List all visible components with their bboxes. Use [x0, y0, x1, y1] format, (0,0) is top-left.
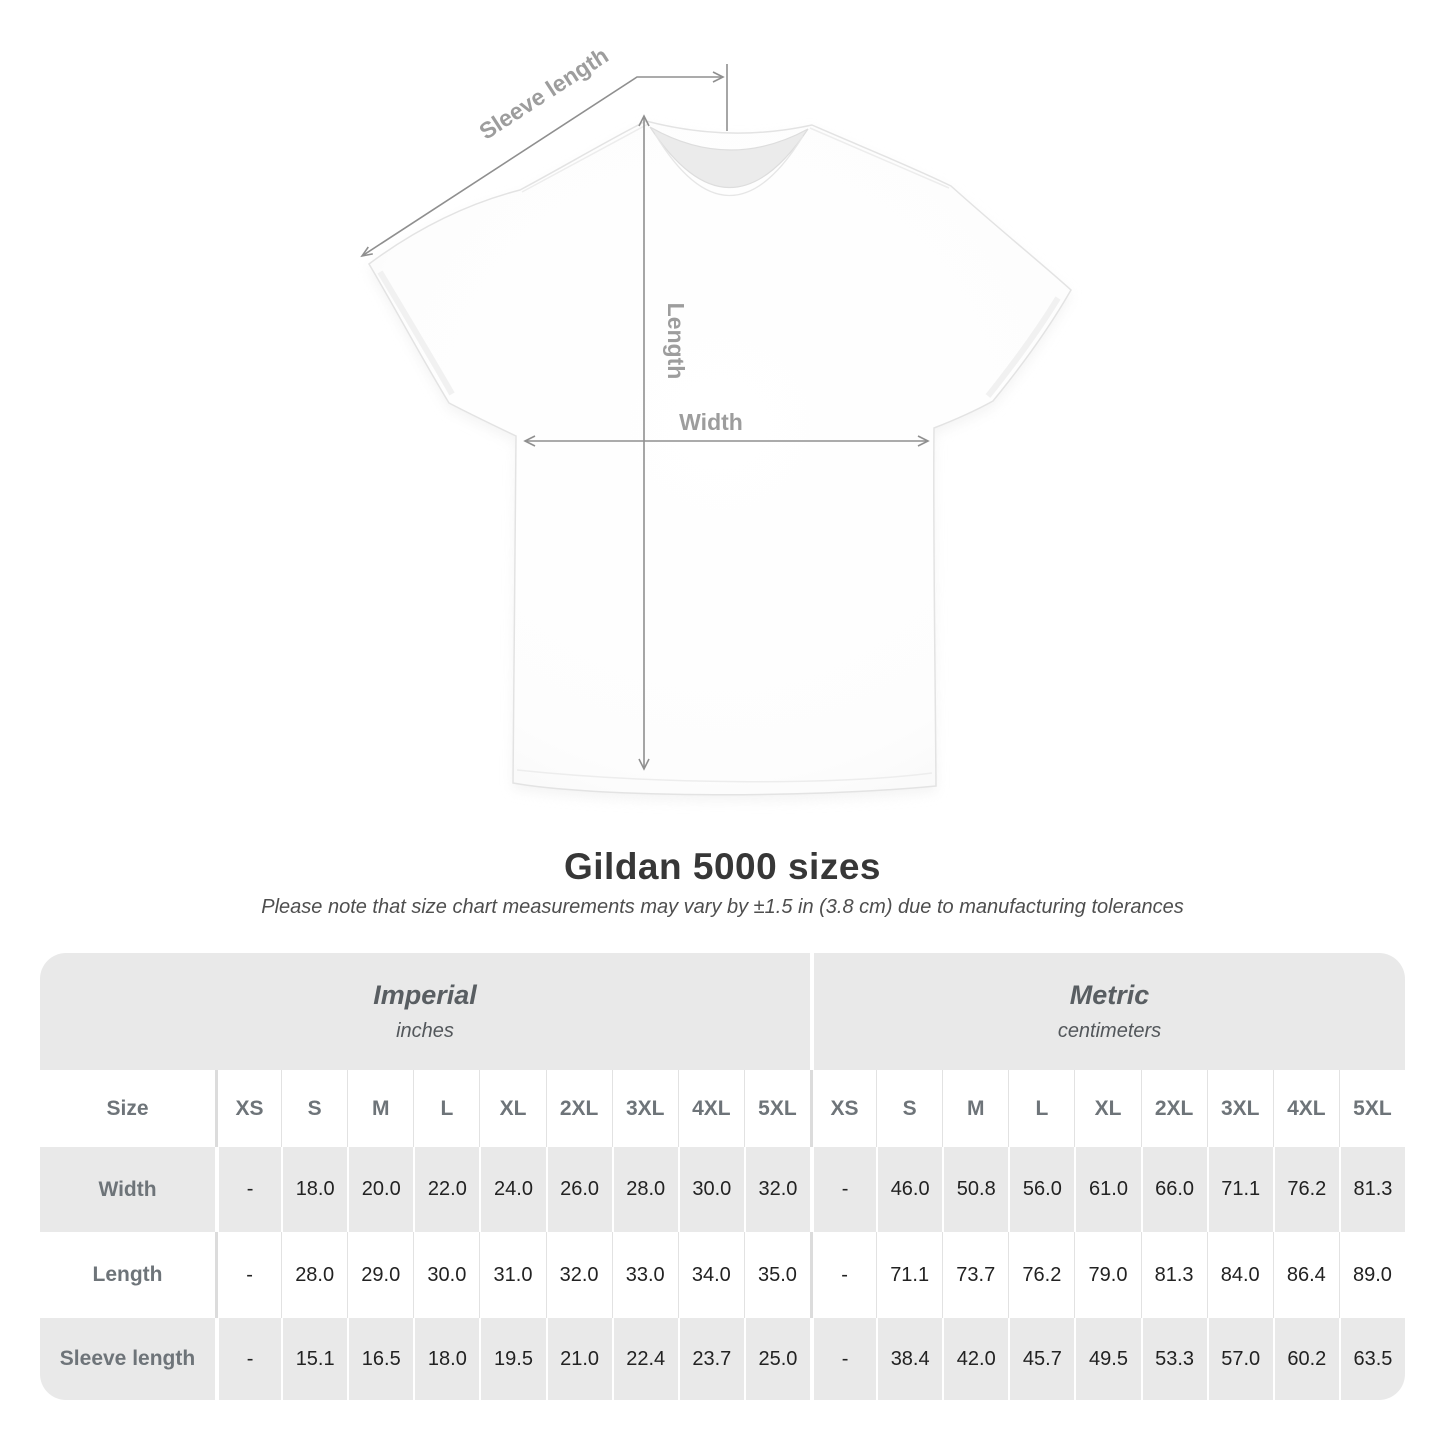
size-value-cell: 20.0	[347, 1147, 413, 1232]
size-value-cell: 71.1	[1207, 1147, 1273, 1232]
size-value-cell: 28.0	[281, 1232, 347, 1318]
size-value-cell: 15.1	[281, 1318, 347, 1400]
width-label: Width	[679, 409, 743, 435]
size-column-header: 4XL	[1273, 1070, 1339, 1147]
size-value-cell: 31.0	[479, 1232, 545, 1318]
size-value-cell: 46.0	[876, 1147, 942, 1232]
size-column-header: XS	[810, 1070, 876, 1147]
size-value-cell: 81.3	[1339, 1147, 1405, 1232]
size-corner-header: Size	[106, 1096, 149, 1120]
length-label: Length	[663, 302, 689, 380]
size-value-cell: 81.3	[1141, 1232, 1207, 1318]
size-value-cell: 32.0	[744, 1147, 810, 1232]
metric-label: Metric	[1069, 980, 1150, 1010]
size-column-header: L	[413, 1070, 479, 1147]
size-value-cell: 60.2	[1273, 1318, 1339, 1400]
size-value-cell: 71.1	[876, 1232, 942, 1318]
size-value-cell: 26.0	[546, 1147, 612, 1232]
size-value-cell: 23.7	[678, 1318, 744, 1400]
size-column-header: 2XL	[1141, 1070, 1207, 1147]
tshirt-graphic	[369, 121, 1071, 795]
page-title: Gildan 5000 sizes	[563, 846, 881, 887]
size-value-cell: 30.0	[413, 1232, 479, 1318]
imperial-sublabel: inches	[396, 1020, 454, 1042]
size-value-cell: 34.0	[678, 1232, 744, 1318]
size-column-header: L	[1008, 1070, 1074, 1147]
size-value-cell: -	[810, 1318, 876, 1400]
unit-group-imperial	[40, 953, 810, 1070]
size-value-cell: 49.5	[1074, 1318, 1140, 1400]
size-column-header: M	[942, 1070, 1008, 1147]
size-value-cell: 45.7	[1008, 1318, 1074, 1400]
size-value-cell: -	[810, 1232, 876, 1318]
metric-sublabel: centimeters	[1057, 1020, 1162, 1042]
size-value-cell: 76.2	[1008, 1232, 1074, 1318]
unit-group-metric	[810, 953, 1405, 1070]
size-value-cell: 18.0	[413, 1318, 479, 1400]
size-column-header: 5XL	[744, 1070, 810, 1147]
size-value-cell: 24.0	[479, 1147, 545, 1232]
size-value-cell: 38.4	[876, 1318, 942, 1400]
size-value-cell: 18.0	[281, 1147, 347, 1232]
size-value-cell: 19.5	[479, 1318, 545, 1400]
size-value-cell: 25.0	[744, 1318, 810, 1400]
size-value-cell: 35.0	[744, 1232, 810, 1318]
size-value-cell: 22.4	[612, 1318, 678, 1400]
size-value-cell: -	[215, 1147, 281, 1232]
size-column-header: XL	[1074, 1070, 1140, 1147]
size-value-cell: -	[810, 1147, 876, 1232]
size-value-cell: 61.0	[1074, 1147, 1140, 1232]
imperial-label: Imperial	[373, 980, 477, 1010]
size-value-cell: 86.4	[1273, 1232, 1339, 1318]
sleeve-length-arrow-left	[362, 247, 373, 256]
size-column-header: 2XL	[546, 1070, 612, 1147]
size-column-header: S	[281, 1070, 347, 1147]
size-value-cell: 50.8	[942, 1147, 1008, 1232]
size-value-cell: 21.0	[546, 1318, 612, 1400]
size-value-cell: 76.2	[1273, 1147, 1339, 1232]
size-column-header: M	[347, 1070, 413, 1147]
size-value-cell: 63.5	[1339, 1318, 1405, 1400]
size-column-header: XL	[479, 1070, 545, 1147]
size-value-cell: 53.3	[1141, 1318, 1207, 1400]
size-value-cell: 89.0	[1339, 1232, 1405, 1318]
size-value-cell: 84.0	[1207, 1232, 1273, 1318]
size-value-cell: -	[215, 1318, 281, 1400]
size-value-cell: 42.0	[942, 1318, 1008, 1400]
tolerance-note: Please note that size chart measurements may vary by ±1.5 in (3.8 cm) due to manufacturing tolerances	[261, 896, 1184, 918]
size-value-cell: 79.0	[1074, 1232, 1140, 1318]
size-chart-table	[40, 953, 1405, 1400]
size-value-cell: 57.0	[1207, 1318, 1273, 1400]
size-value-cell: 56.0	[1008, 1147, 1074, 1232]
size-column-header: 4XL	[678, 1070, 744, 1147]
size-column-header: S	[876, 1070, 942, 1147]
size-value-cell: 30.0	[678, 1147, 744, 1232]
row-label-sleeve-length: Sleeve length	[40, 1318, 215, 1400]
size-value-cell: 32.0	[546, 1232, 612, 1318]
size-value-cell: -	[215, 1232, 281, 1318]
row-label-width: Width	[40, 1147, 215, 1232]
size-value-cell: 33.0	[612, 1232, 678, 1318]
size-column-header: 3XL	[612, 1070, 678, 1147]
size-value-cell: 28.0	[612, 1147, 678, 1232]
size-value-cell: 66.0	[1141, 1147, 1207, 1232]
size-column-header: XS	[215, 1070, 281, 1147]
size-value-cell: 73.7	[942, 1232, 1008, 1318]
row-label-length: Length	[92, 1263, 163, 1286]
size-value-cell: 22.0	[413, 1147, 479, 1232]
size-value-cell: 16.5	[347, 1318, 413, 1400]
size-column-header: 5XL	[1339, 1070, 1405, 1147]
size-value-cell: 29.0	[347, 1232, 413, 1318]
sleeve-length-label: Sleeve length	[474, 42, 613, 145]
size-column-header: 3XL	[1207, 1070, 1273, 1147]
